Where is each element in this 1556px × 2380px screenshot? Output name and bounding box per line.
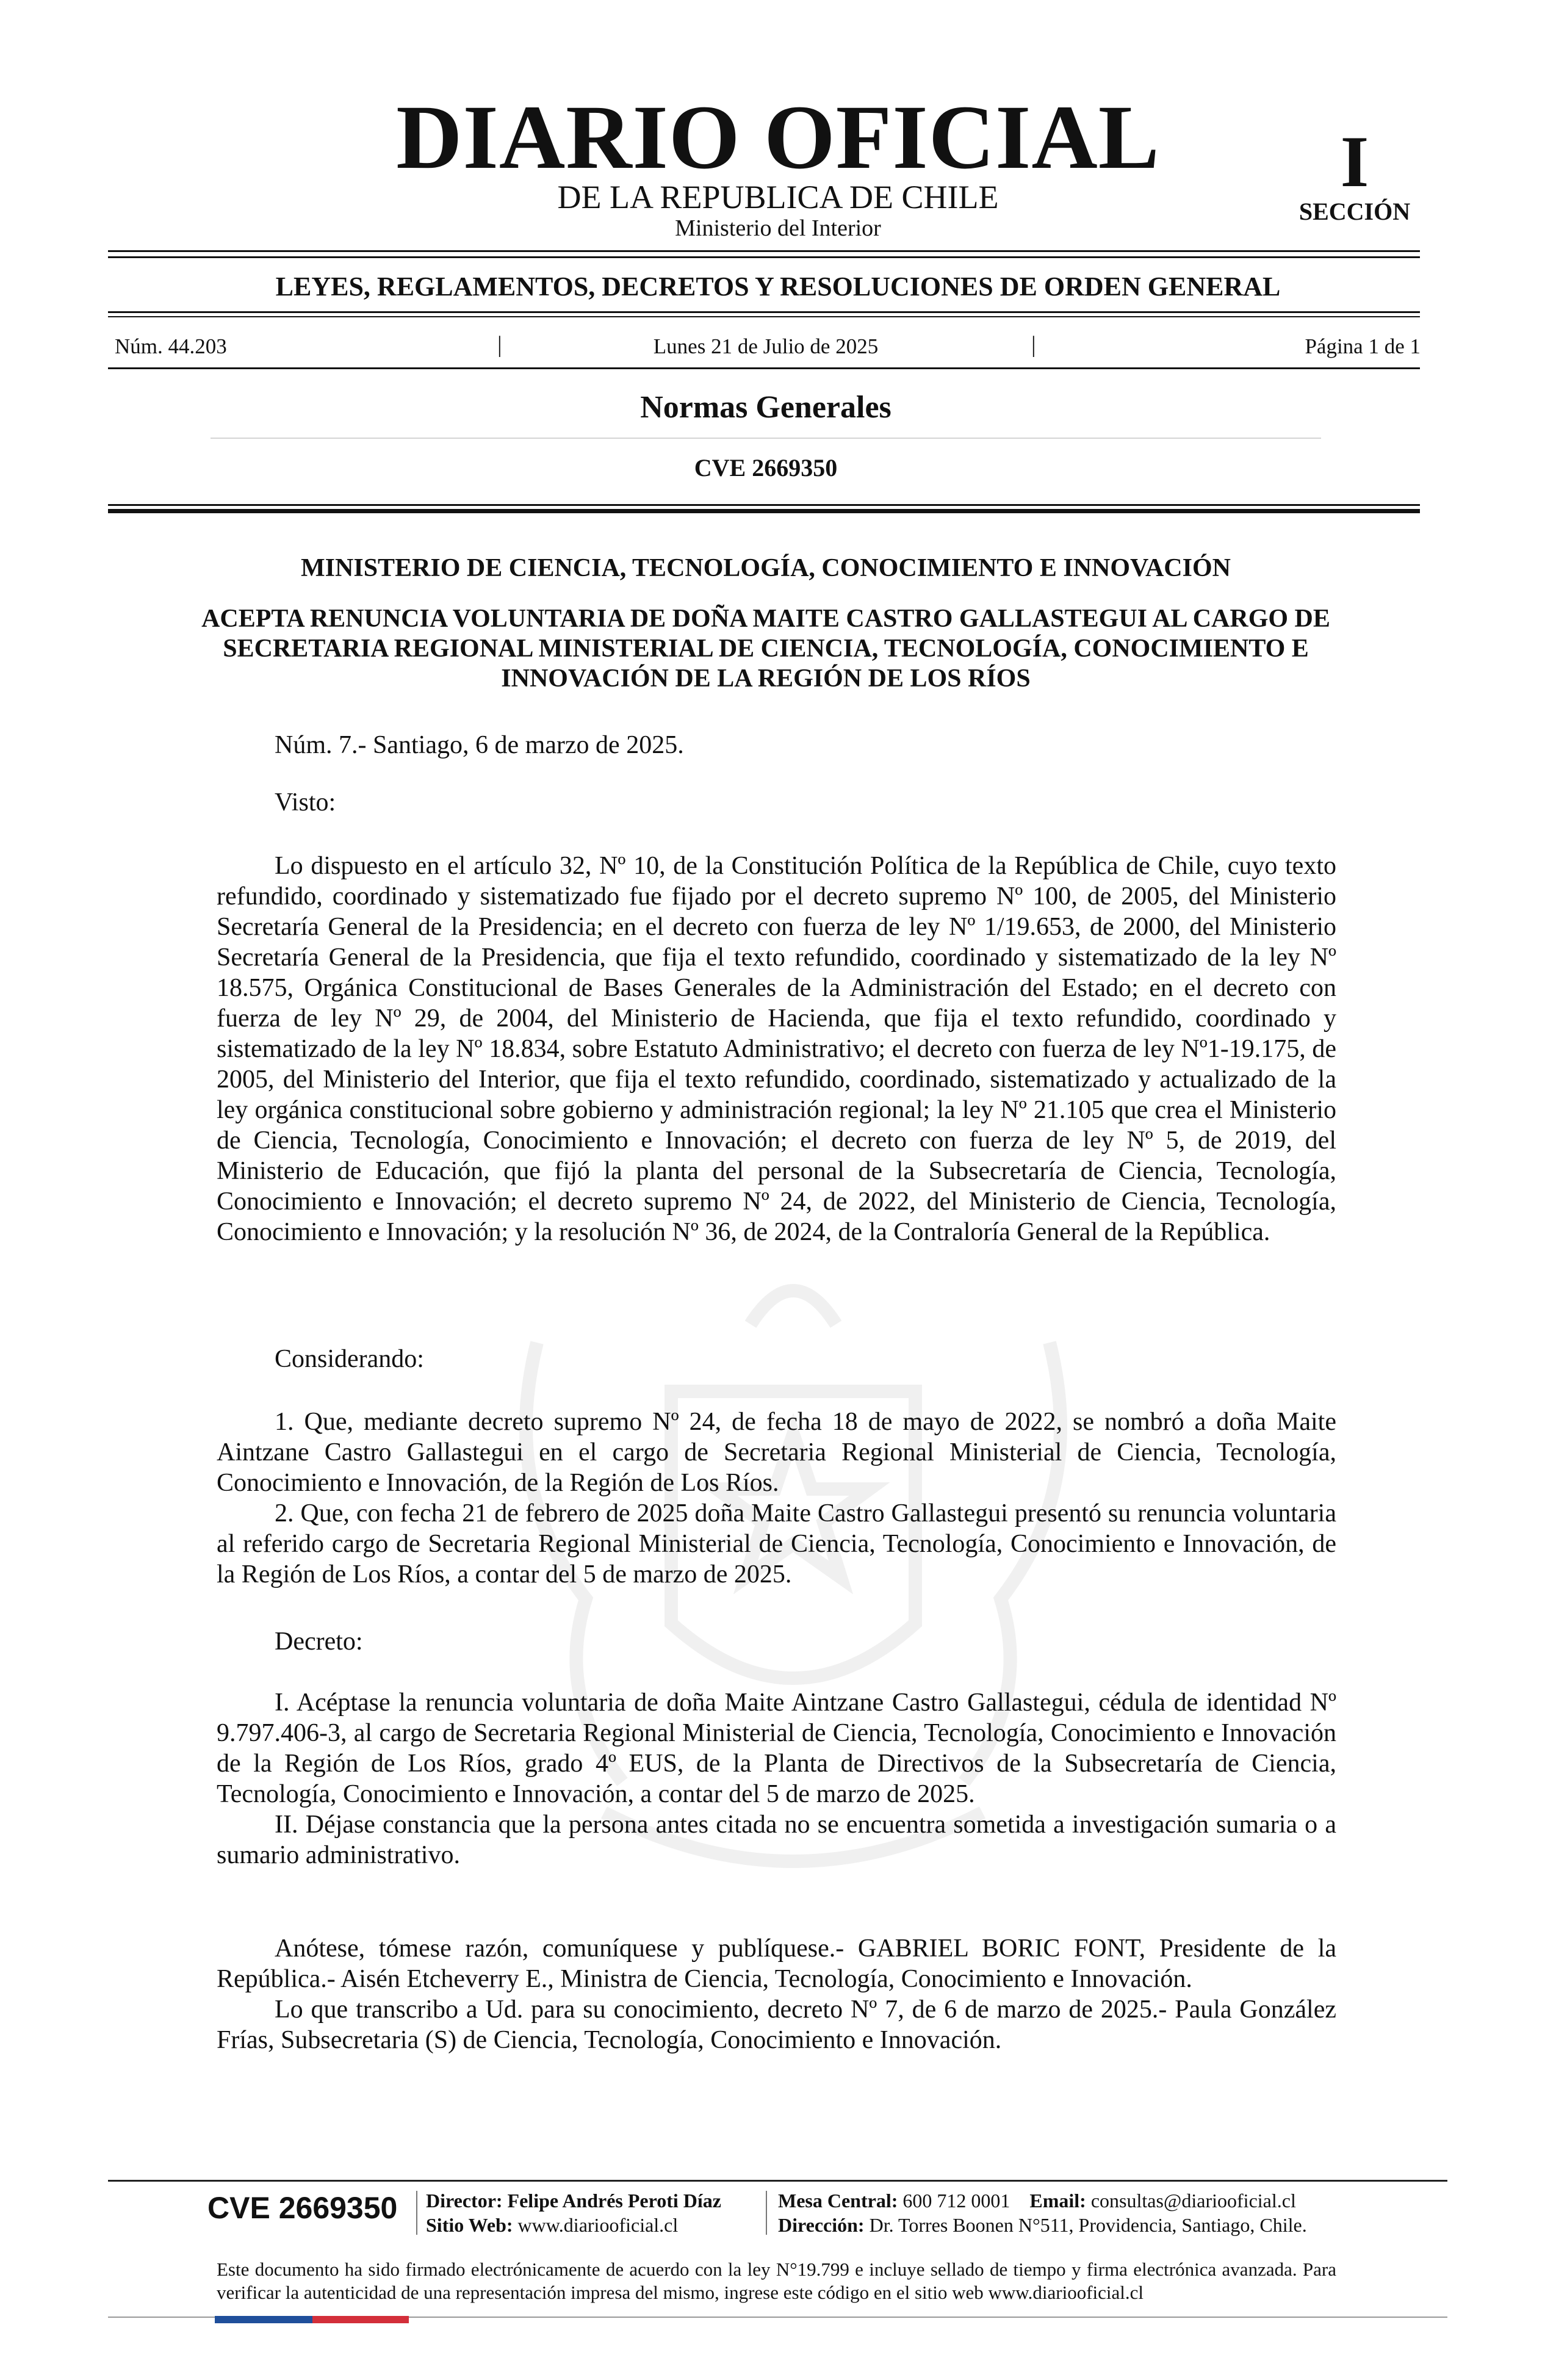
director-name: Felipe Andrés Peroti Díaz [507,2190,721,2212]
banner-rule-bottom [108,316,1420,317]
footer-contact-info [778,2188,1307,2237]
section-banner: LEYES, REGLAMENTOS, DECRETOS Y RESOLUCIONES DE ORDEN GENERAL [275,272,1281,301]
visto-text: Lo dispuesto en el artículo 32, Nº 10, de la Constitución Política de la República de Chile, cuyo texto refundido, coordinado y sistematizado fue fijado por el decreto supremo Nº 100, de 2005, del Ministerio Secretaría General de la Presidencia; en el decreto con fuerza de ley Nº 1/19.653, de 2000, del Ministerio Secretaría General de la Presidencia, que fija el texto refundido, coordinado y sistematizado de la ley Nº 18.575, Orgánica Constitucional de Bases Generales de la Administración del Estado; en el decreto con fuerza de ley Nº 29, de 2004, del Ministerio de Hacienda, que fija el texto refundido, coordinado y sistematizado de la ley Nº 18.834, sobre Estatuto Administrativo; el decreto con fuerza de ley Nº1-19.175, de 2005, del Ministerio del Interior, que fija el texto refundido, coordinado, sistematizado y actualizado de la ley orgánica constitucional sobre gobierno y administración regional; la ley Nº 21.105 que crea el Ministerio de Ciencia, Tecnología, Conocimiento e Innovación; el decreto con fuerza de ley Nº 5, de 2019, del Ministerio de Educación, que fijó la planta del personal de la Subsecretaría de Ciencia, Tecnología, Conocimiento e Innovación; el decreto supremo Nº 24, de 2022, del Ministerio de Ciencia, Tecnología, Conocimiento e Innovación; y la resolución Nº 36, de 2024, de la Contraloría General de la República. [217,852,1336,1246]
footer-separator [766,2191,767,2235]
page-indicator: Página 1 de 1 [1305,334,1421,358]
director-label: Director: [426,2190,503,2212]
footer-cve-code: CVE 2669350 [207,2191,398,2225]
issue-date: Lunes 21 de Julio de 2025 [653,334,879,358]
closing-block [217,1933,1336,2055]
decreto-article: I. Acéptase la renuncia voluntaria de doña Maite Aintzane Castro Gallastegui, cédula de identidad Nº 9.797.406-3, al cargo de Secretaria Regional Ministerial de Ciencia, Tecnología, Conocimiento e Innovación de la Región de Los Ríos, grado 4º EUS, de la Planta de Directivos de la Subsecretaría de Ciencia, Tecnología, Conocimiento e Innovación, a contar del 5 de marzo de 2025. [217,1689,1336,1808]
header-double-rule-bottom [108,256,1420,258]
cve-code: CVE 2669350 [694,454,838,481]
info-separator: | [1031,332,1036,358]
header-double-rule-top [108,250,1420,252]
document-title: ACEPTA RENUNCIA VOLUNTARIA DE DOÑA MAITE CASTRO GALLASTEGUI AL CARGO DE SECRETARIA REGIONAL MINISTERIAL DE CIENCIA, TECNOLOGÍA, CONOCIMIENTO E INNOVACIÓN DE LA REGIÓN DE LOS RÍOS [201,605,1330,693]
section-title: Normas Generales [640,390,891,425]
doc-rule-bottom [108,509,1420,513]
decree-number-line: Núm. 7.- Santiago, 6 de marzo de 2025. [275,731,684,759]
considerando-list [217,1407,1336,1590]
issue-number: Núm. 44.203 [115,334,227,358]
considerando-item: 1. Que, mediante decreto supremo Nº 24, de fecha 18 de mayo de 2022, se nombró a doña Maite Aintzane Castro Gallastegui en el cargo de Secretaria Regional Ministerial de Ciencia, Tecnología, Conocimiento e Innovación, de la Región de Los Ríos. [217,1408,1336,1497]
address-text: Dr. Torres Boonen N°511, Providencia, Santiago, Chile. [869,2214,1307,2236]
considerando-item: 2. Que, con fecha 21 de febrero de 2025 doña Maite Castro Gallastegui presentó su renuncia voluntaria al referido cargo de Secretaria Regional Ministerial de Ciencia, Tecnología, Conocimiento e Innovación, de la Región de Los Ríos, a contar del 5 de marzo de 2025. [217,1499,1336,1588]
section-label: SECCIÓN [1298,198,1411,225]
closing-paragraph: Lo que transcribo a Ud. para su conocimiento, decreto Nº 7, de 6 de marzo de 2025.- Paula González Frías, Subsecretaria (S) de Ciencia, Tecnología, Conocimiento e Innovación. [217,1996,1336,2054]
footer-publisher-info [426,2188,721,2237]
doc-rule-top [108,504,1420,506]
address-label: Dirección: [778,2214,865,2236]
newspaper-subtitle: DE LA REPUBLICA DE CHILE [557,179,999,215]
section-divider [211,438,1321,439]
decreto-label: Decreto: [275,1628,363,1656]
website-link[interactable]: www.diariooficial.cl [517,2214,679,2236]
info-separator: | [497,332,502,358]
footer-separator [416,2191,417,2235]
decreto-list [217,1687,1336,1870]
flag-stripe-blue [215,2316,312,2323]
info-bar-rule [108,367,1420,369]
phone-label: Mesa Central: [778,2190,898,2212]
newspaper-title: DIARIO OFICIAL [396,87,1160,188]
legal-notice: Este documento ha sido firmado electrónicamente de acuerdo con la ley N°19.799 e incluye sellado de tiempo y firma electrónica avanzada. Para verificar la autenticidad de una representación impresa del mismo, ingrese este código en el sitio web www.diariooficial.cl [217,2259,1336,2303]
banner-rule-top [108,311,1420,313]
email-link[interactable]: consultas@diariooficial.cl [1090,2190,1296,2212]
document-ministry: MINISTERIO DE CIENCIA, TECNOLOGÍA, CONOCIMIENTO E INNOVACIÓN [301,554,1231,582]
phone-number: 600 712 0001 [902,2190,1010,2212]
newspaper-ministry: Ministerio del Interior [675,215,881,241]
website-label: Sitio Web: [426,2214,513,2236]
footer-rule [108,2180,1447,2182]
visto-label: Visto: [275,788,336,817]
flag-stripe-red [312,2316,409,2323]
closing-paragraph: Anótese, tómese razón, comuníquese y publíquese.- GABRIEL BORIC FONT, Presidente de la República.- Aisén Etcheverry E., Ministra de Ciencia, Tecnología, Conocimiento e Innovación. [217,1935,1336,1993]
section-number: I [1340,121,1369,202]
email-label: Email: [1029,2190,1086,2212]
visto-paragraph [217,851,1336,1247]
considerando-label: Considerando: [275,1345,424,1373]
decreto-article: II. Déjase constancia que la persona antes citada no se encuentra sometida a investigación sumaria o a sumario administrativo. [217,1811,1336,1869]
